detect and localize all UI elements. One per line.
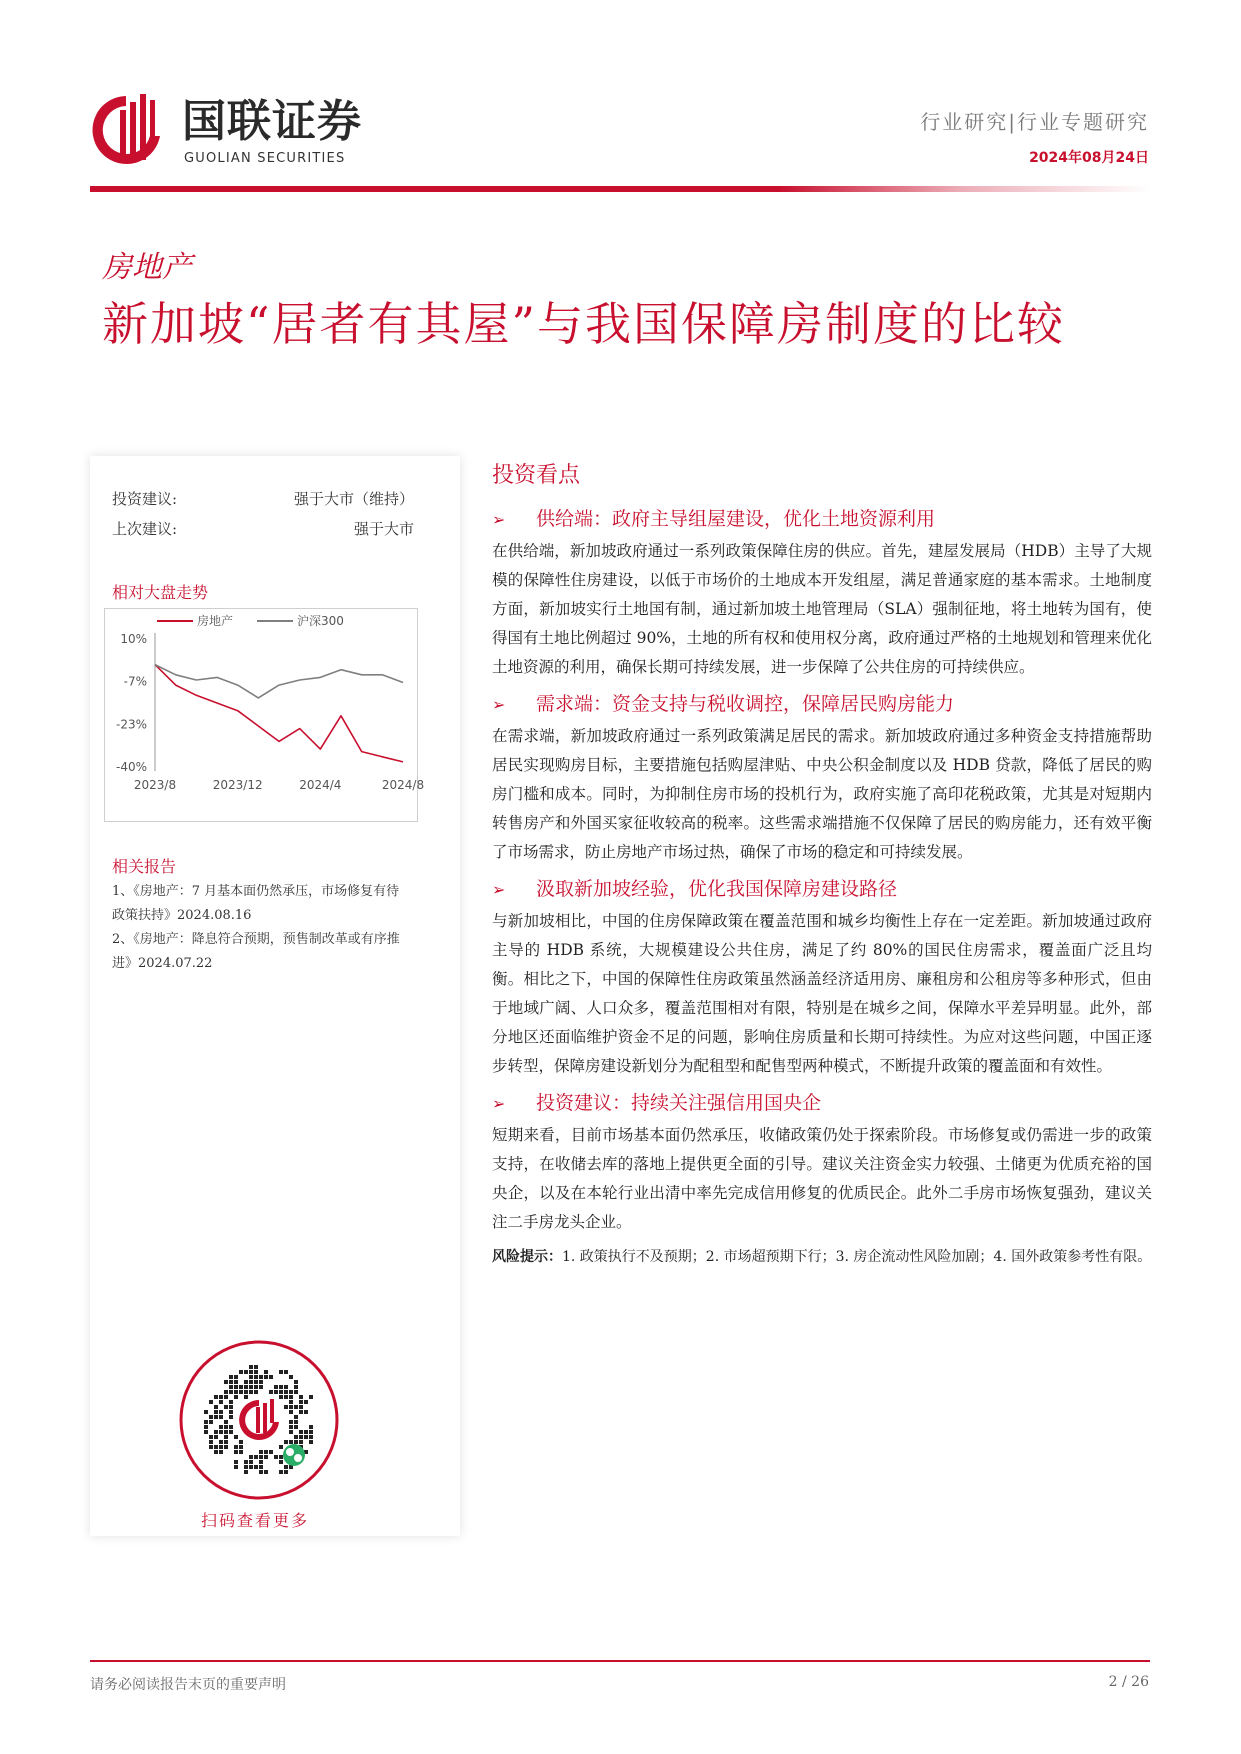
qr-dot	[299, 1395, 303, 1399]
qr-dot	[309, 1430, 313, 1434]
qr-dot	[229, 1415, 233, 1419]
trend-title: 相对大盘走势	[112, 583, 209, 602]
qr-dot	[289, 1375, 293, 1379]
qr-dot	[289, 1410, 293, 1414]
qr-dot	[209, 1435, 213, 1439]
risk-label: 风险提示：	[492, 1249, 562, 1265]
qr-dot	[224, 1380, 228, 1384]
qr-dot	[304, 1430, 308, 1434]
qr-dot	[244, 1470, 248, 1474]
qr-dot	[249, 1365, 253, 1369]
section-heading-lessons: ➢ 汲取新加坡经验，优化我国保障房建设路径	[492, 873, 1152, 905]
qr-dot	[299, 1400, 303, 1404]
qr-dot	[299, 1440, 303, 1444]
qr-dot	[239, 1390, 243, 1394]
qr-dot	[254, 1455, 258, 1459]
qr-dot	[214, 1410, 218, 1414]
qr-dot	[219, 1440, 223, 1444]
qr-code-icon	[178, 1339, 340, 1501]
qr-dot	[209, 1440, 213, 1444]
qr-dot	[239, 1450, 243, 1454]
qr-dot	[214, 1405, 218, 1409]
qr-dot	[294, 1390, 298, 1394]
qr-dot	[284, 1440, 288, 1444]
qr-dot	[279, 1455, 283, 1459]
chart-ytick-label: 10%	[120, 632, 147, 646]
qr-dot	[259, 1450, 263, 1454]
qr-dot	[244, 1465, 248, 1469]
qr-dot	[309, 1395, 313, 1399]
qr-dot	[224, 1425, 228, 1429]
qr-dot	[204, 1410, 208, 1414]
qr-dot	[229, 1410, 233, 1414]
qr-dot	[224, 1445, 228, 1449]
qr-dot	[224, 1405, 228, 1409]
qr-dot	[259, 1375, 263, 1379]
qr-dot	[249, 1370, 253, 1374]
section-body-demand: 在需求端，新加坡政府通过一系列政策满足居民的需求。新加坡政府通过多种资金支持措施帮助居民实现购房目标，主要措施包括购屋津贴、中央公积金制度以及 HDB 贷款，降低了居民的购房门槛和成本。同时，为抑制住房市场的投机行为，政府实施了高印花税政策，尤其是对短期内转售房产和外国买家征收较高的税率。这些需求端措施不仅保障了居民的购房能力，还有效平衡了市场需求，防止房地产市场过热，确保了市场的稳定和可持续发展。	[492, 727, 1152, 861]
qr-dot	[279, 1385, 283, 1389]
qr-dot	[259, 1470, 263, 1474]
triangle-right-icon: ➢	[492, 695, 506, 714]
qr-dot	[219, 1410, 223, 1414]
qr-dot	[304, 1435, 308, 1439]
qr-dot	[259, 1385, 263, 1389]
qr-dot	[309, 1440, 313, 1444]
qr-dot	[304, 1410, 308, 1414]
qr-dot	[289, 1400, 293, 1404]
qr-dot	[284, 1405, 288, 1409]
sidebar-panel	[90, 456, 460, 1536]
qr-dot	[219, 1395, 223, 1399]
qr-dot	[209, 1400, 213, 1404]
qr-dot	[269, 1450, 273, 1454]
qr-dot	[279, 1460, 283, 1464]
qr-dot	[249, 1460, 253, 1464]
rating-value: 强于大市（维持）	[293, 490, 414, 508]
qr-dot	[254, 1375, 258, 1379]
qr-dot	[249, 1390, 253, 1394]
qr-dot	[254, 1365, 258, 1369]
qr-dot	[279, 1390, 283, 1394]
industry-label: 房地产	[102, 250, 192, 285]
qr-dot	[239, 1440, 243, 1444]
qr-dot	[299, 1430, 303, 1434]
qr-dot	[219, 1430, 223, 1434]
triangle-right-icon: ➢	[492, 880, 506, 899]
qr-dot	[209, 1415, 213, 1419]
qr-dot	[254, 1465, 258, 1469]
qr-dot	[299, 1410, 303, 1414]
qr-dot	[284, 1470, 288, 1474]
qr-dot	[309, 1435, 313, 1439]
qr-dot	[274, 1385, 278, 1389]
guolian-logo-icon	[90, 92, 162, 172]
qr-dot	[289, 1390, 293, 1394]
qr-dot	[254, 1385, 258, 1389]
qr-dot	[224, 1395, 228, 1399]
qr-dot	[274, 1455, 278, 1459]
qr-dot	[229, 1430, 233, 1434]
chart-ytick-label: -40%	[115, 760, 147, 774]
qr-dot	[294, 1435, 298, 1439]
qr-dot	[294, 1405, 298, 1409]
qr-dot	[229, 1425, 233, 1429]
qr-dot	[294, 1385, 298, 1389]
section-body-advice: 短期来看，目前市场基本面仍然承压，收储政策仍处于探索阶段。市场修复或仍需进一步的政策支持，在收储去库的落地上提供更全面的引导。建议关注资金实力较强、土储更为优质充裕的国央企，以及在本轮行业出清中率先完成信用修复的优质民企。此外二手房市场恢复强劲，建议关注二手房龙头企业。	[492, 1126, 1152, 1231]
qr-dot	[294, 1380, 298, 1384]
qr-dot	[234, 1435, 238, 1439]
qr-dot	[219, 1445, 223, 1449]
related-reports-title: 相关报告	[112, 857, 177, 876]
qr-dot	[249, 1385, 253, 1389]
qr-caption: 扫码查看更多	[200, 1511, 309, 1530]
qr-dot	[299, 1405, 303, 1409]
qr-dot	[239, 1370, 243, 1374]
chart-xtick-label: 2023/8	[133, 778, 177, 792]
qr-dot	[209, 1445, 213, 1449]
qr-dot	[269, 1390, 273, 1394]
qr-dot	[259, 1465, 263, 1469]
qr-dot	[279, 1370, 283, 1374]
section-heading-supply: ➢ 供给端：政府主导组屋建设，优化土地资源利用	[492, 503, 1152, 535]
qr-dot	[289, 1425, 293, 1429]
qr-dot	[229, 1405, 233, 1409]
qr-dot	[289, 1405, 293, 1409]
qr-dot	[274, 1390, 278, 1394]
qr-dot	[264, 1450, 268, 1454]
qr-dot	[214, 1435, 218, 1439]
qr-dot	[209, 1420, 213, 1424]
qr-dot	[259, 1460, 263, 1464]
qr-dot	[249, 1380, 253, 1384]
qr-dot	[244, 1395, 248, 1399]
qr-dot	[204, 1425, 208, 1429]
qr-dot	[244, 1390, 248, 1394]
qr-dot	[224, 1420, 228, 1424]
qr-dot	[244, 1370, 248, 1374]
qr-dot	[239, 1385, 243, 1389]
qr-dot	[269, 1375, 273, 1379]
section-body-supply: 在供给端，新加坡政府通过一系列政策保障住房的供应。首先，建屋发展局（HDB）主导了大规模的保障性住房建设，以低于市场价的土地成本开发组屋，满足普通家庭的基本需求。土地制度方面，新加坡实行土地国有制，通过新加坡土地管理局（SLA）强制征地，将土地转为国有，使得国有土地比例超过 90%，土地的所有权和使用权分离，政府通过严格的土地规划和管理来优化土地资源的利用，确保长期可持续发展，进一步保障了公共住房的可持续供应。	[492, 542, 1152, 676]
qr-dot	[244, 1380, 248, 1384]
qr-dot	[204, 1430, 208, 1434]
qr-dot	[254, 1390, 258, 1394]
prev-rating-value: 强于大市	[353, 520, 414, 538]
qr-dot	[259, 1455, 263, 1459]
report-title: 新加坡“居者有其屋”与我国保障房制度的比较	[102, 297, 1066, 351]
qr-dot	[299, 1435, 303, 1439]
qr-dot	[254, 1370, 258, 1374]
qr-dot	[234, 1395, 238, 1399]
qr-dot	[219, 1415, 223, 1419]
chart-ytick-label: -7%	[123, 674, 147, 689]
chart-xtick-label: 2024/8	[381, 778, 425, 792]
relative-trend-chart	[104, 608, 425, 822]
qr-dot	[249, 1465, 253, 1469]
qr-dot	[224, 1440, 228, 1444]
chart-xtick-label: 2023/12	[212, 778, 263, 792]
qr-dot	[289, 1430, 293, 1434]
qr-dot	[234, 1380, 238, 1384]
chart-ytick-label: -23%	[115, 717, 147, 732]
related-report-item[interactable]: 1、《房地产：7 月基本面仍然承压，市场修复有待政策扶持》2024.08.16	[112, 884, 400, 923]
report-date: 2024年08月24日	[1029, 150, 1149, 166]
qr-dot	[264, 1370, 268, 1374]
qr-dot	[294, 1415, 298, 1419]
qr-dot	[234, 1385, 238, 1389]
qr-dot	[279, 1445, 283, 1449]
prev-rating-label: 上次建议:	[112, 520, 178, 538]
header-rule	[90, 186, 1150, 192]
qr-dot	[264, 1375, 268, 1379]
footer-disclaimer: 请务必阅读报告末页的重要声明	[90, 1677, 286, 1693]
qr-dot	[304, 1400, 308, 1404]
section-heading-advice: ➢ 投资建议：持续关注强信用国央企	[492, 1087, 1152, 1119]
qr-dot	[224, 1430, 228, 1434]
qr-dot	[234, 1465, 238, 1469]
qr-dot	[264, 1470, 268, 1474]
qr-dot	[294, 1425, 298, 1429]
chart-svg	[105, 609, 425, 821]
qr-dot	[279, 1470, 283, 1474]
qr-dot	[284, 1465, 288, 1469]
qr-dot	[214, 1445, 218, 1449]
chart-xtick-label: 2024/4	[299, 778, 342, 792]
qr-dot	[229, 1390, 233, 1394]
qr-dot	[259, 1380, 263, 1384]
page-number: 2 / 26	[1108, 1674, 1149, 1690]
qr-dot	[214, 1430, 218, 1434]
qr-dot	[264, 1455, 268, 1459]
qr-dot	[244, 1385, 248, 1389]
qr-dot	[244, 1460, 248, 1464]
qr-dot	[249, 1455, 253, 1459]
qr-dot	[224, 1435, 228, 1439]
qr-dot	[234, 1450, 238, 1454]
report-type: 行业研究|行业专题研究	[920, 110, 1149, 134]
risk-warning	[492, 1243, 1152, 1272]
qr-dot	[219, 1425, 223, 1429]
qr-dot	[229, 1400, 233, 1404]
qr-dot	[284, 1390, 288, 1394]
qr-dot	[279, 1395, 283, 1399]
qr-dot	[289, 1395, 293, 1399]
risk-text: 1. 政策执行不及预期；2. 市场超预期下行；3. 房企流动性风险加剧；4. 国外政策参考性有限。	[562, 1249, 1152, 1265]
qr-dot	[234, 1375, 238, 1379]
logo-text-en: GUOLIAN SECURITIES	[184, 151, 346, 166]
qr-dot	[229, 1385, 233, 1389]
qr-dot	[234, 1460, 238, 1464]
qr-dot	[239, 1445, 243, 1449]
qr-dot	[224, 1390, 228, 1394]
logo-text-cn: 国联证券	[182, 96, 362, 147]
footer-rule	[90, 1660, 1150, 1662]
qr-dot	[284, 1370, 288, 1374]
triangle-right-icon: ➢	[492, 1094, 506, 1113]
qr-dot	[214, 1450, 218, 1454]
qr-dot	[234, 1390, 238, 1394]
qr-dot	[294, 1440, 298, 1444]
qr-dot	[254, 1380, 258, 1384]
chart-legend-label: 沪深300	[297, 614, 344, 628]
qr-dot	[229, 1380, 233, 1384]
qr-dot	[234, 1445, 238, 1449]
qr-dot	[284, 1385, 288, 1389]
section-heading-demand: ➢ 需求端：资金支持与税收调控，保障居民购房能力	[492, 688, 1152, 720]
qr-dot	[229, 1375, 233, 1379]
chart-legend-label: 房地产	[197, 614, 234, 628]
section-title: 投资看点	[492, 463, 581, 488]
qr-dot	[219, 1400, 223, 1404]
qr-dot	[214, 1395, 218, 1399]
section-body-lessons: 与新加坡相比，中国的住房保障政策在覆盖范围和城乡均衡性上存在一定差距。新加坡通过政府主导的 HDB 系统，大规模建设公共住房，满足了约 80%的国民住房需求，覆盖面广泛且均衡。相比之下，中国的保障性住房政策虽然涵盖经济适用房、廉租房和公租房等多种形式，但由于地域广阔、人口众多，覆盖范围相对有限，特别是在城乡之间，保障水平差异明显。此外，部分地区还面临维护资金不足的问题，影响住房质量和长期可持续性。为应对这些问题，中国正逐步转型，保障房建设新划分为配租型和配售型两种模式，不断提升政策的覆盖面和有效性。	[492, 912, 1152, 1075]
qr-dot	[289, 1440, 293, 1444]
rating-label: 投资建议:	[112, 490, 178, 508]
related-report-item[interactable]: 2、《房地产：降息符合预期，预售制改革或有序推进》2024.07.22	[112, 932, 400, 971]
qr-dot	[284, 1395, 288, 1399]
qr-dot	[309, 1425, 313, 1429]
qr-dot	[249, 1375, 253, 1379]
triangle-right-icon: ➢	[492, 510, 506, 529]
main-content	[492, 458, 1152, 1272]
qr-dot	[204, 1420, 208, 1424]
qr-dot	[214, 1415, 218, 1419]
qr-dot	[289, 1420, 293, 1424]
qr-dot	[219, 1450, 223, 1454]
qr-dot	[294, 1420, 298, 1424]
